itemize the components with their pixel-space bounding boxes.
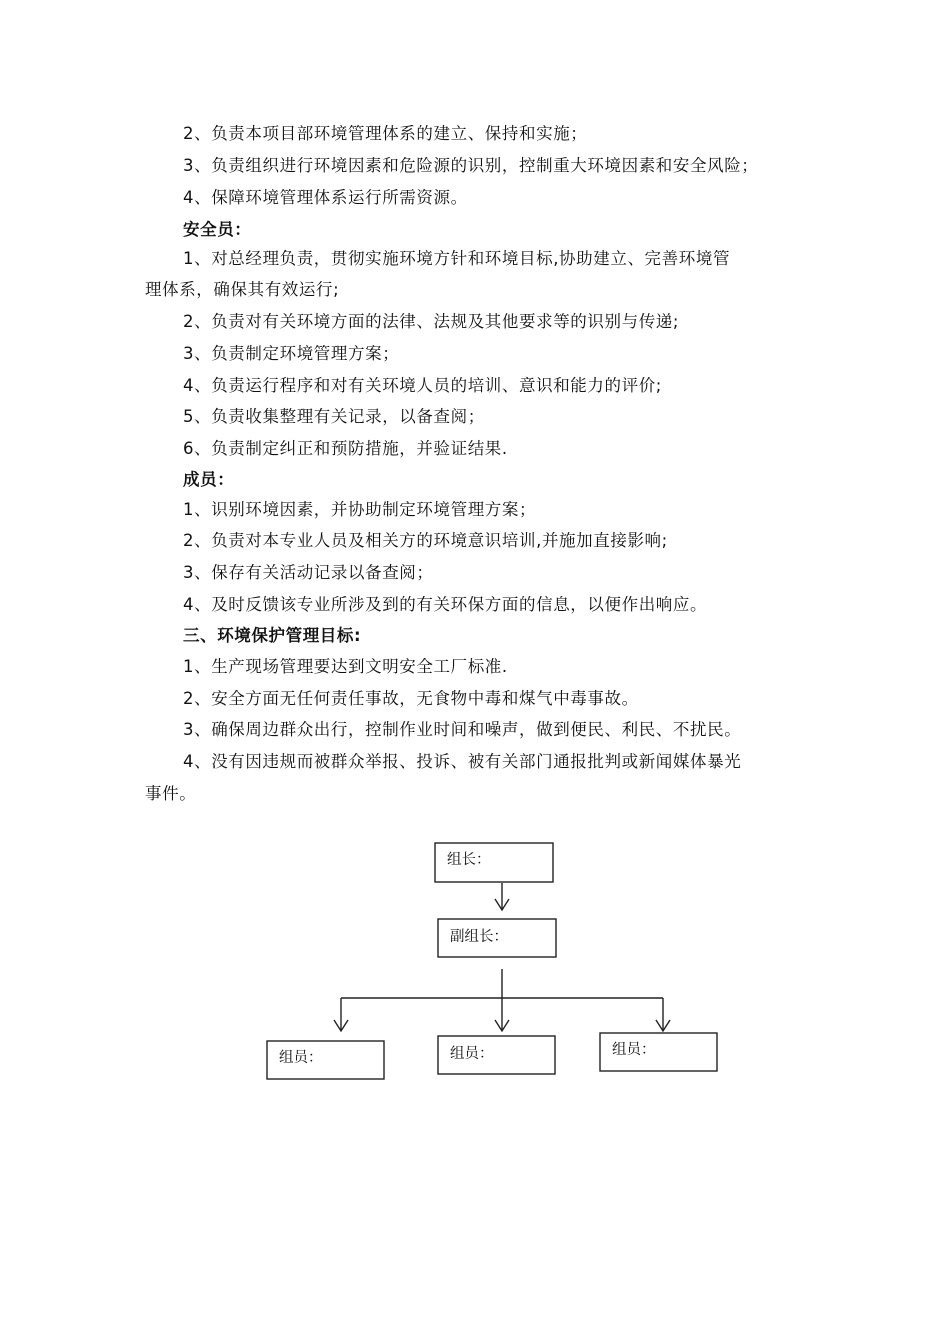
text-line: 4、负责运行程序和对有关环境人员的培训、意识和能力的评价;	[183, 376, 662, 395]
text-line: 1、对总经理负责，贯彻实施环境方针和环境目标,协助建立、完善环境管	[183, 249, 731, 268]
text-line: 2、负责本项目部环境管理体系的建立、保持和实施；	[183, 124, 588, 143]
text-line: 4、没有因违规而被群众举报、投诉、被有关部门通报批判或新闻媒体暴光	[183, 752, 742, 771]
text-line: 3、确保周边群众出行，控制作业时间和噪声，做到便民、利民、不扰民。	[183, 720, 742, 739]
text-line: 6、负责制定纠正和预防措施，并验证结果.	[183, 439, 508, 458]
deputy-label: 副组长：	[450, 929, 508, 945]
text-line: 3、负责制定环境管理方案；	[183, 344, 400, 363]
leader-label: 组长：	[447, 852, 491, 868]
text-line: 3、保存有关活动记录以备查阅；	[183, 563, 434, 582]
member-label: 组员：	[612, 1042, 656, 1058]
text-line: 2、安全方面无任何责任事故，无食物中毒和煤气中毒事故。	[183, 689, 639, 708]
text-line: 事件。	[145, 784, 197, 803]
section-heading-safety-officer: 安全员：	[183, 220, 252, 239]
text-line: 5、负责收集整理有关记录，以备查阅；	[183, 407, 485, 426]
text-line: 1、生产现场管理要达到文明安全工厂标准.	[183, 657, 508, 676]
member-label: 组员：	[450, 1046, 494, 1062]
member-label: 组员：	[279, 1050, 323, 1066]
text-line: 2、负责对本专业人员及相关方的环境意识培训,并施加直接影响;	[183, 531, 668, 550]
text-line: 4、及时反馈该专业所涉及到的有关环保方面的信息，以便作出响应。	[183, 595, 708, 614]
text-line: 2、负责对有关环境方面的法律、法规及其他要求等的识别与传递;	[183, 312, 680, 331]
text-line: 4、保障环境管理体系运行所需资源。	[183, 188, 468, 207]
section-heading-goals: 三、环境保护管理目标:	[183, 626, 362, 645]
section-heading-members: 成员：	[183, 470, 235, 489]
text-line: 1、识别环境因素，并协助制定环境管理方案；	[183, 500, 537, 519]
text-line: 理体系，确保其有效运行;	[145, 280, 340, 299]
text-line: 3、负责组织进行环境因素和危险源的识别，控制重大环境因素和安全风险；	[183, 156, 759, 175]
